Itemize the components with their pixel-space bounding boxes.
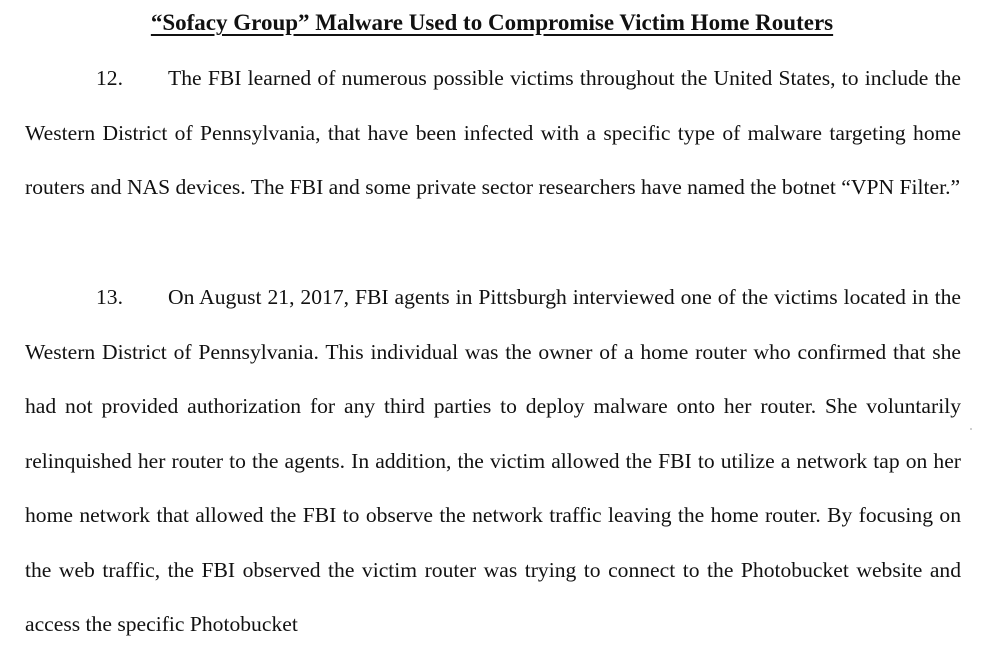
paragraph-number: 13. [96, 285, 123, 309]
paragraph-text: The FBI learned of numerous possible victims throughout the United States, to include the Western District of Pennsylvania, that have been infected with a specific type of malware targeting home routers and NAS devices. The FBI and some private sector researchers have named the botnet “VPN Filter.” [25, 66, 961, 199]
scan-speck [970, 428, 972, 430]
paragraph-13 [25, 270, 961, 652]
section-heading: “Sofacy Group” Malware Used to Compromise Victim Home Routers [150, 10, 834, 35]
paragraph-number: 12. [96, 66, 123, 90]
paragraph-text: On August 21, 2017, FBI agents in Pittsburgh interviewed one of the victims located in the Western District of Pennsylvania. This individual was the owner of a home router who confirmed that she had not provided authorization for any third parties to deploy malware onto her router. She voluntarily relinquished her router to the agents. In addition, the victim allowed the FBI to utilize a network tap on her home network that allowed the FBI to observe the network traffic leaving the home router. By focusing on the web traffic, the FBI observed the victim router was trying to connect to the Photobucket website and access the specific Photobucket [25, 285, 961, 636]
paragraph-12 [25, 51, 961, 215]
